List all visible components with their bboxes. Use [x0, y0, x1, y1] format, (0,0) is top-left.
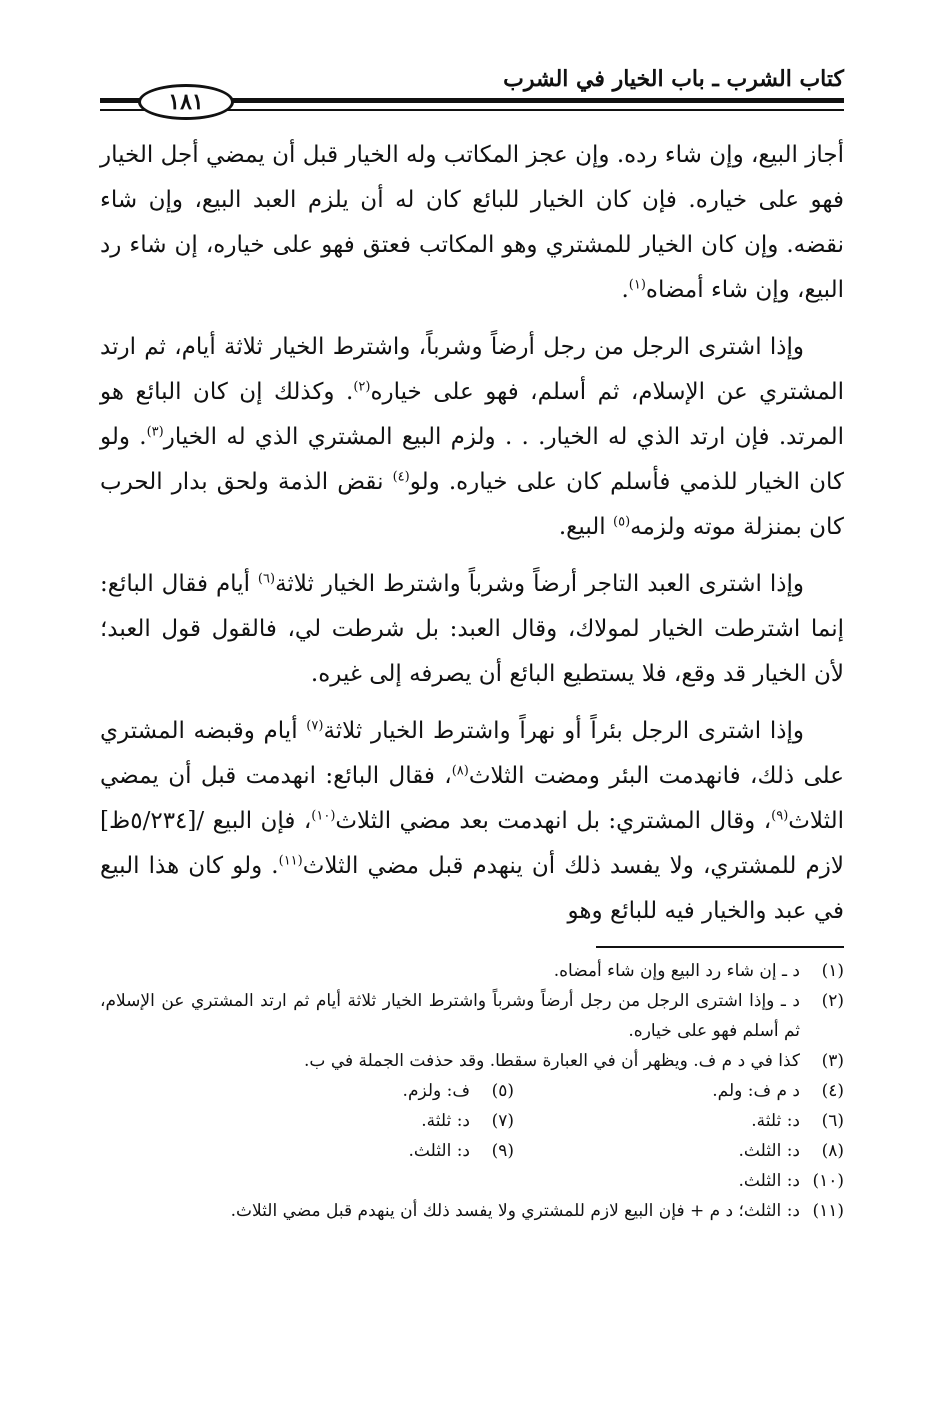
paragraph-text: أيام فقال البائع: إنما اشترطت الخيار لمولاك، وقال العبد: بل شرطت لي، فالقول قول العبد؛ لأن الخيار قد وقع، فلا يستطيع البائع أن يصرفه إلى غيره. [100, 571, 844, 687]
footnote-number: (٢) [821, 991, 844, 1011]
page-number: ١٨١ [138, 84, 234, 120]
footnote-number: (٣) [821, 1051, 844, 1071]
footnote-row [100, 1136, 844, 1166]
footnote-10 [100, 1166, 844, 1196]
footnote-ref: (٣) [146, 424, 164, 440]
footnote-text: د م ف: ولم. [712, 1081, 800, 1101]
footnote-text: د: ثلثة. [751, 1111, 800, 1131]
footnote-ref: (١) [628, 277, 646, 293]
footnote-text: د: الثلث. [738, 1141, 800, 1161]
footnote-7 [184, 1106, 514, 1136]
footnote-number: (٩) [491, 1141, 514, 1161]
footnote-ref: (٢) [353, 379, 371, 395]
footnote-row [100, 1106, 844, 1136]
paragraph-2 [100, 325, 844, 550]
footnotes [100, 956, 844, 1226]
footnote-number: (٥) [491, 1081, 514, 1101]
footnote-row [100, 1076, 844, 1106]
footnote-ref: (٤) [392, 469, 410, 485]
footnote-text: د: الثلث؛ د م + فإن البيع لازم للمشتري ولا يفسد ذلك أن ينهدم قبل مضي الثلاث. [230, 1201, 800, 1221]
footnote-text: د ـ إن شاء رد البيع وإن شاء أمضاه. [553, 961, 800, 981]
footnote-number: (٨) [821, 1141, 844, 1161]
footnote-text: د ـ وإذا اشترى الرجل من رجل أرضاً وشرباً واشترط الخيار ثلاثة أيام ثم ارتد المشتري عن الإسلام، ثم أسلم فهو على خياره. [100, 991, 800, 1041]
footnote-9 [184, 1136, 514, 1166]
paragraph-text: ، فإن البيع /[٥/٢٣٤ظ] لازم للمشتري، ولا يفسد ذلك أن ينهدم قبل مضي الثلاث [100, 808, 844, 879]
running-title: كتاب الشرب ـ باب الخيار في الشرب [503, 66, 844, 92]
footnote-4 [514, 1076, 844, 1106]
footnote-text: ف: ولزم. [402, 1081, 470, 1101]
paragraph-4 [100, 709, 844, 934]
footnote-text: د: ثلثة. [421, 1111, 470, 1131]
footnote-ref: (٦) [257, 571, 276, 587]
footnote-11 [100, 1196, 844, 1226]
paragraph-1 [100, 133, 844, 313]
paragraph-3 [100, 562, 844, 697]
paragraph-text: أجاز البيع، وإن شاء رده. وإن عجز المكاتب وله الخيار قبل أن يمضي أجل الخيار فهو على خياره. فإن كان الخيار للبائع كان له أن يلزم العبد البيع، وإن شاء نقضه. وإن كان الخيار للمشتري وهو المكاتب فعتق فهو على خياره، إن شاء رد البيع، وإن شاء أمضاه [100, 142, 844, 303]
main-text [100, 133, 844, 946]
footnote-8 [514, 1136, 844, 1166]
footnote-ref: (٨) [451, 763, 469, 779]
paragraph-text: وإذا اشترى الرجل من رجل أرضاً وشرباً، واشترط الخيار ثلاثة أيام، ثم ارتد المشتري عن الإسلام، ثم أسلم، فهو على خياره [100, 334, 845, 405]
paragraph-text: نقض الذمة ولحق بدار الحرب كان بمنزلة موته ولزمه [100, 469, 844, 540]
footnote-1 [100, 956, 844, 986]
paragraph-text: وإذا اشترى العبد التاجر أرضاً وشرباً واشترط الخيار ثلاثة [275, 571, 805, 597]
paragraph-text: ، فقال البائع: انهدمت قبل أن يمضي الثلاث [100, 763, 844, 834]
paragraph-text: . وكذلك إن كان البائع هو المرتد. فإن ارتد الذي له الخيار. . . ولزم البيع المشتري الذي له الخيار [100, 379, 844, 450]
footnote-number: (١) [821, 961, 844, 981]
footnote-text: د: الثلث. [738, 1171, 800, 1191]
paragraph-text: أيام وقبضه المشتري على ذلك، فانهدمت البئر ومضت الثلاث [100, 718, 844, 789]
footnote-2 [100, 986, 844, 1046]
footnote-3 [100, 1046, 844, 1076]
paragraph-text: . [621, 277, 629, 303]
footnote-ref: (٧) [306, 718, 324, 734]
footnote-ref: (١١) [278, 853, 303, 869]
footnote-ref: (٥) [613, 514, 631, 530]
footnote-5 [184, 1076, 514, 1106]
footnote-ref: (١٠) [311, 808, 336, 824]
footnote-separator [596, 946, 844, 948]
footnote-6 [514, 1106, 844, 1136]
footnote-number: (٧) [491, 1111, 514, 1131]
paragraph-text: وإذا اشترى الرجل بئراً أو نهراً واشترط الخيار ثلاثة [323, 718, 804, 744]
footnote-text: كذا في د م ف. ويظهر أن في العبارة سقطا. وقد حذفت الجملة في ب. [304, 1051, 800, 1071]
paragraph-text: . ولو كان هذا البيع في عبد والخيار فيه للبائع وهو [100, 853, 844, 924]
footnote-number: (١٠) [812, 1171, 844, 1191]
footnote-ref: (٩) [771, 808, 789, 824]
paragraph-text: البيع. [558, 514, 614, 540]
paragraph-text: . ولو كان الخيار للذمي فأسلم كان على خياره. ولو [100, 424, 844, 495]
footnote-number: (٦) [821, 1111, 844, 1131]
footnote-text: د: الثلث. [408, 1141, 470, 1161]
footnote-number: (١١) [812, 1201, 844, 1221]
paragraph-text: ، وقال المشتري: بل انهدمت بعد مضي الثلاث [335, 808, 772, 834]
footnote-number: (٤) [821, 1081, 844, 1101]
